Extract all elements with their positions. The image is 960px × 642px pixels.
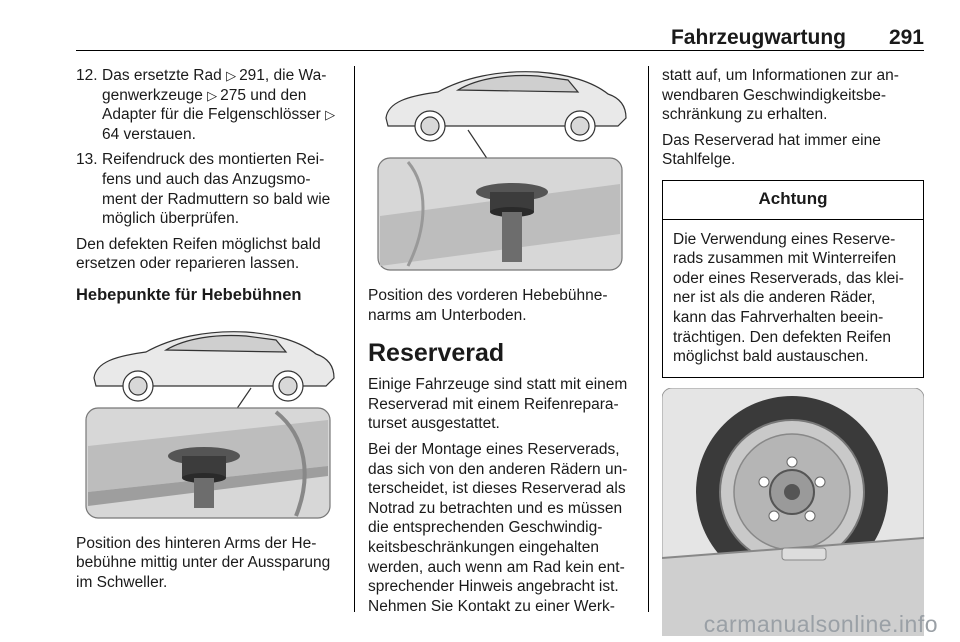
spare-wheel-illustration	[662, 388, 924, 636]
car-side-icon	[386, 72, 626, 141]
step-text: Das ersetzte Rad	[102, 67, 227, 84]
paragraph: Einige Fahrzeuge sind statt mit einem Reserverad mit einem Reifenrepara-turset ausgestattet.	[368, 376, 628, 433]
step-text: 275 und den Adapter für die Felgenschlösser	[102, 86, 326, 124]
section-heading: Reserverad	[368, 339, 505, 368]
warning-title: Achtung	[663, 181, 923, 220]
car-side-icon	[94, 331, 334, 400]
step-13	[76, 150, 342, 228]
paragraph: Den defekten Reifen möglichst bald ersetzen oder reparieren lassen.	[76, 235, 321, 273]
figure-caption: Position des hinteren Arms der He-bebühne mittig unter der Aussparung im Schweller.	[76, 534, 331, 591]
triangle-reference-icon: ▷	[226, 68, 237, 83]
subheading: Hebepunkte für Hebebühnen	[76, 285, 302, 304]
rear-lift-point-illustration	[76, 316, 342, 526]
paragraph: statt auf, um Informationen zur an-wendbaren Geschwindigkeitsbe-schränkung zu erhalten.	[662, 67, 899, 124]
triangle-reference-icon: ▷	[325, 107, 336, 123]
watermark: carmanualsonline.info	[703, 611, 938, 637]
figure-caption: Position des vorderen Hebebühne-narms am Unterboden.	[368, 287, 608, 324]
column-divider	[648, 66, 649, 612]
column-3	[662, 66, 924, 636]
warning-text: Die Verwendung eines Reserve-rads zusammen mit Winterreifen oder eines Reserverads, das klei-ner ist als die anderen Räder, kann das Fahrverhalten beein-trächtigen. Den defekten Reifen möglichst bald austauschen.	[673, 230, 904, 366]
paragraph: Bei der Montage eines Reserverads, das sich von den anderen Rädern un-terscheidet, ist dieses Reserverad als Notrad zu betrachten und es müssen die entsprechenden Geschwindig-keitsbeschränkungen eingehalten werden, auch wenn am Rad kein ent-sprechender Hinweis angebracht ist. Nehmen Sie Kontakt zu einer Werk-	[368, 440, 628, 615]
column-2	[368, 66, 634, 622]
column-divider	[354, 66, 355, 612]
triangle-reference-icon: ▷	[207, 87, 218, 103]
page-number: 291	[888, 26, 924, 49]
step-text: Reifendruck des montierten Rei-fens und auch das Anzugsmo-ment der Radmuttern so bald wie möglich überprüfen.	[102, 151, 331, 228]
step-number: 13.	[76, 151, 98, 169]
step-text: 64 verstauen.	[102, 125, 196, 143]
column-1	[76, 66, 342, 598]
page-header	[76, 22, 924, 51]
front-lift-point-illustration	[368, 66, 634, 278]
warning-box	[662, 180, 924, 378]
step-number: 12.	[76, 67, 98, 84]
step-12	[76, 66, 342, 144]
paragraph: Das Reserverad hat immer eine Stahlfelge.	[662, 131, 881, 169]
section-title: Fahrzeugwartung	[670, 26, 846, 49]
step-text: 291, die Wa-genwerkzeuge	[102, 67, 327, 104]
